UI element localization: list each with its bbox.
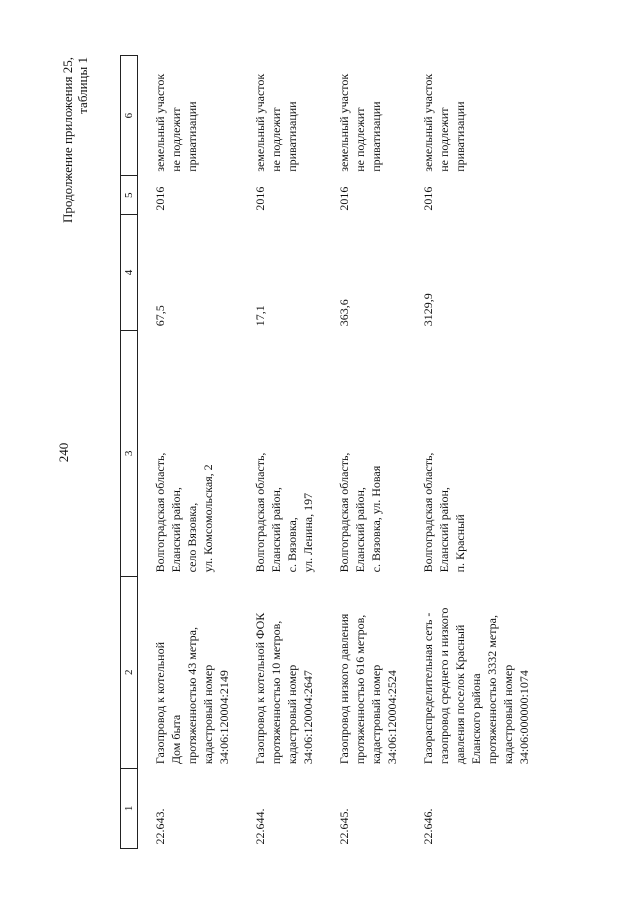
object-address: Волгоградская область, Еланский район, п. Красный: [421, 452, 467, 573]
page-number: 240: [56, 442, 71, 463]
object-note: земельный участок не подлежит приватизации: [337, 73, 383, 172]
object-address: Волгоградская область, Еланский район, с. Вязовка, ул. Ленина, 197: [253, 452, 315, 573]
table-header-row: [121, 56, 138, 849]
object-note: земельный участок не подлежит приватизации: [421, 73, 467, 172]
table-row: [138, 56, 239, 849]
header-col-4: 4: [121, 215, 138, 331]
table-row: [238, 56, 322, 849]
object-year: 2016: [153, 186, 167, 211]
header-col-2: 2: [121, 576, 138, 768]
object-area: 363,6: [337, 299, 351, 327]
header-col-3: 3: [121, 330, 138, 576]
object-note: земельный участок не подлежит приватизации: [253, 73, 299, 172]
object-name: Газопровод к котельной Дом быта протяженностью 43 метра, кадастровый номер 34:06:120004:2149: [153, 627, 231, 765]
header-col-5: 5: [121, 176, 138, 215]
object-area: 67,5: [153, 305, 167, 327]
object-area: 3129,9: [421, 293, 435, 327]
object-name: Газораспределительная сеть - газопровод среднего и низкого давления поселок Красный Еланского района протяженностью 3332 метра, кадастровый номер 34:06:000000:1074: [421, 607, 531, 765]
object-note: земельный участок не подлежит приватизации: [153, 73, 199, 172]
object-name: Газопровод низкого давления протяженностью 616 метров, кадастровый номер 34:06:120004:2524: [337, 613, 399, 765]
table-row: [406, 56, 538, 849]
object-year: 2016: [421, 186, 435, 211]
table-row: [322, 56, 406, 849]
object-year: 2016: [337, 186, 351, 211]
row-number: 22.646.: [421, 808, 435, 845]
object-address: Волгоградская область, Еланский район, село Вязовка, ул. Комсомольская, 2: [153, 452, 215, 573]
header-col-6: 6: [121, 56, 138, 176]
header-col-1: 1: [121, 768, 138, 848]
row-number: 22.643.: [153, 808, 167, 845]
row-number: 22.644.: [253, 808, 267, 845]
property-table: [120, 55, 538, 849]
object-name: Газопровод к котельной ФОК протяженностью 10 метров, кадастровый номер 34:06:120004:2647: [253, 612, 315, 765]
object-area: 17,1: [253, 305, 267, 327]
object-address: Волгоградская область, Еланский район, с. Вязовка, ул. Новая: [337, 452, 383, 573]
continuation-heading: Продолжение приложения 25, таблицы 1: [60, 57, 90, 224]
row-number: 22.645.: [337, 808, 351, 845]
object-year: 2016: [253, 186, 267, 211]
